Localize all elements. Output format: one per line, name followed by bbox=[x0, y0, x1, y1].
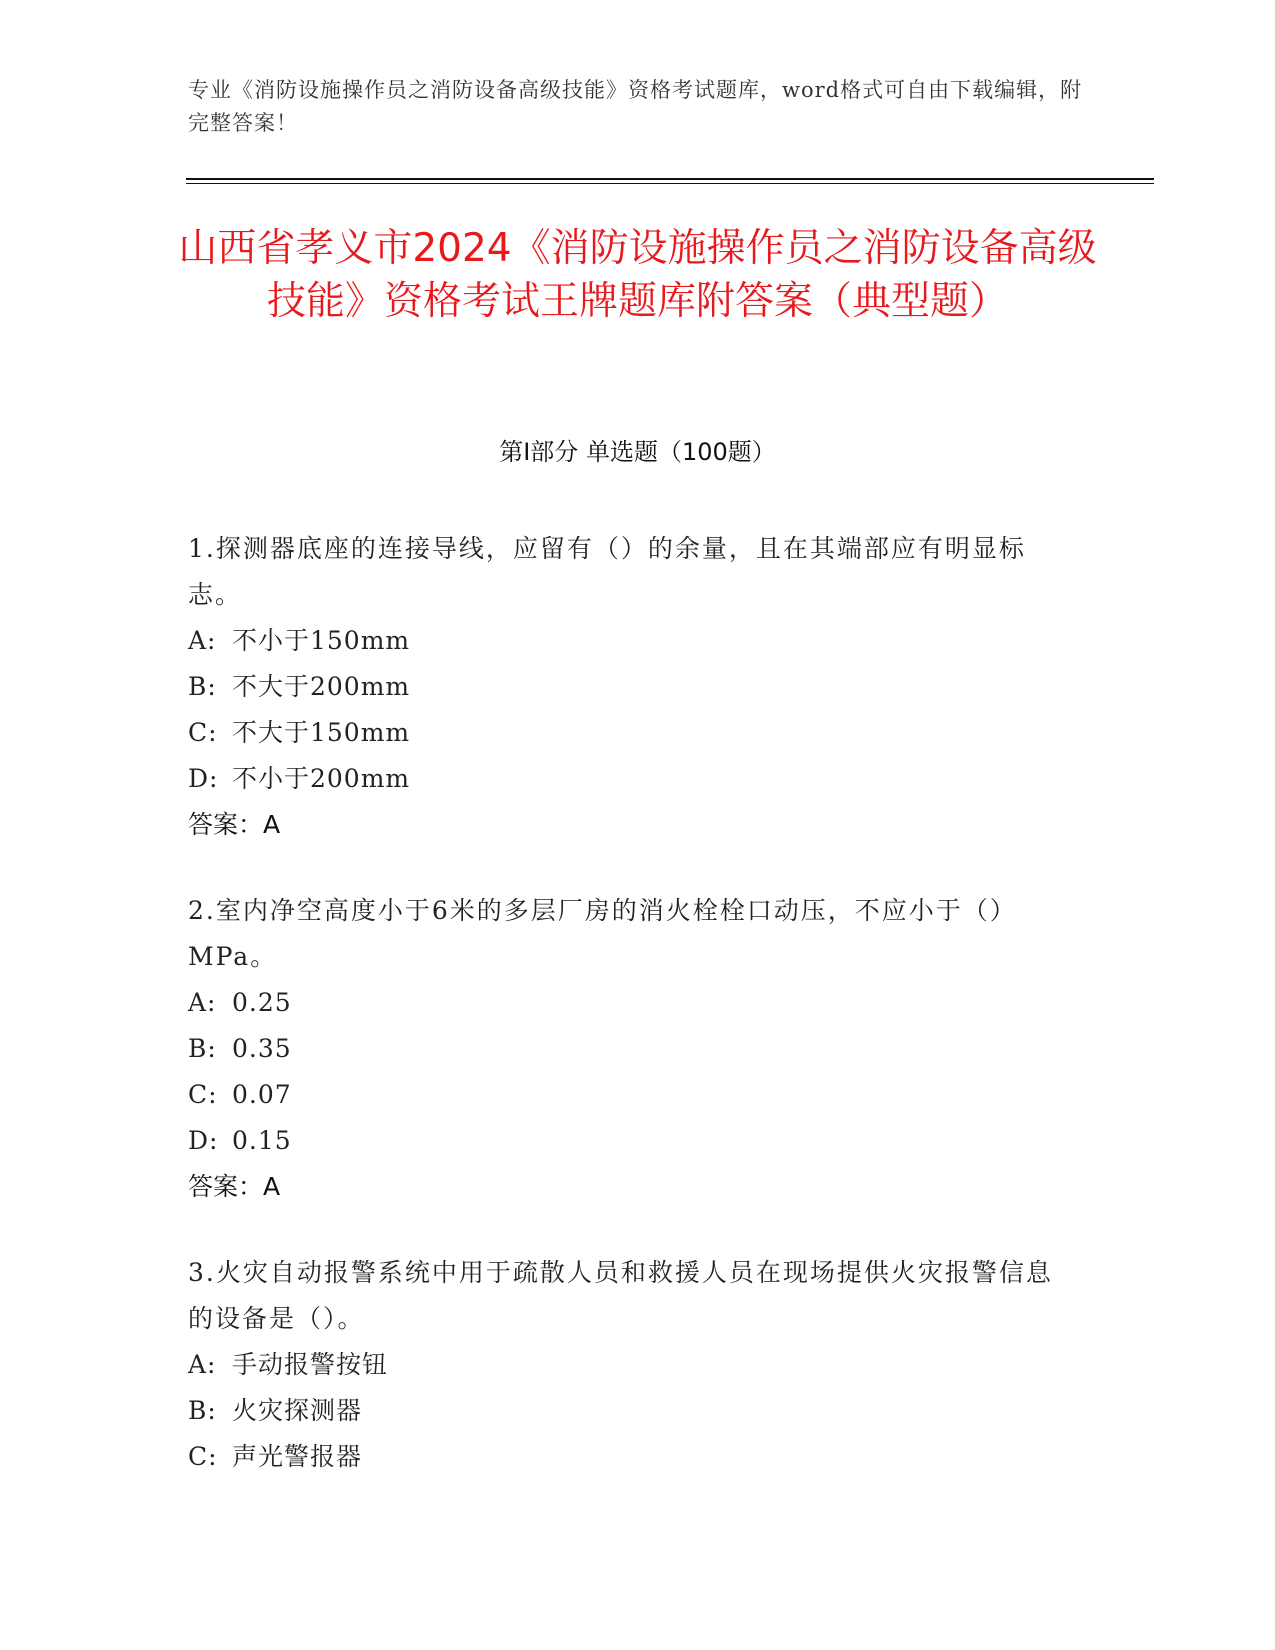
question-stem: 1.探测器底座的连接导线，应留有（）的余量，且在其端部应有明显标志。 bbox=[188, 534, 1026, 609]
document-title: 山西省孝义市2024《消防设施操作员之消防设备高级技能》资格考试王牌题库附答案（典型题） bbox=[178, 226, 1097, 324]
option-c bbox=[188, 1434, 1068, 1480]
option-key: C: bbox=[188, 1080, 218, 1109]
option-text: 0.15 bbox=[232, 1126, 292, 1155]
option-key: A: bbox=[188, 626, 217, 655]
answer-line: 答案：A bbox=[188, 1172, 281, 1201]
option-text: 0.07 bbox=[232, 1080, 292, 1109]
option-b bbox=[188, 1388, 1068, 1434]
header-rule-thick bbox=[186, 178, 1154, 180]
option-c bbox=[188, 1072, 1068, 1118]
header-note: 专业《消防设施操作员之消防设备高级技能》资格考试题库，word格式可自由下载编辑，附完整答案！ bbox=[188, 78, 1083, 135]
option-key: B: bbox=[188, 1034, 217, 1063]
option-text: 手动报警按钮 bbox=[232, 1350, 389, 1379]
option-text: 声光警报器 bbox=[232, 1442, 363, 1471]
option-text: 不小于200mm bbox=[232, 764, 411, 793]
option-key: D: bbox=[188, 764, 219, 793]
option-d bbox=[188, 1118, 1068, 1164]
option-text: 火灾探测器 bbox=[232, 1396, 363, 1425]
option-key: C: bbox=[188, 1442, 218, 1471]
question-3 bbox=[188, 1250, 1068, 1480]
option-text: 0.35 bbox=[232, 1034, 292, 1063]
header-rule-thin bbox=[186, 183, 1154, 184]
question-1 bbox=[188, 526, 1068, 848]
option-c bbox=[188, 710, 1068, 756]
option-b bbox=[188, 1026, 1068, 1072]
option-text: 0.25 bbox=[232, 988, 292, 1017]
option-key: B: bbox=[188, 672, 217, 701]
option-d bbox=[188, 756, 1068, 802]
option-text: 不大于200mm bbox=[232, 672, 411, 701]
option-a bbox=[188, 618, 1068, 664]
option-text: 不小于150mm bbox=[232, 626, 411, 655]
question-stem: 2.室内净空高度小于6米的多层厂房的消火栓栓口动压，不应小于（）MPa。 bbox=[188, 896, 1017, 971]
section-title: 第Ⅰ部分 单选题（100题） bbox=[499, 438, 776, 466]
option-b bbox=[188, 664, 1068, 710]
option-a bbox=[188, 980, 1068, 1026]
option-text: 不大于150mm bbox=[232, 718, 411, 747]
answer-line: 答案：A bbox=[188, 810, 281, 839]
question-2 bbox=[188, 888, 1068, 1210]
option-a bbox=[188, 1342, 1068, 1388]
option-key: A: bbox=[188, 1350, 217, 1379]
option-key: D: bbox=[188, 1126, 219, 1155]
option-key: A: bbox=[188, 988, 217, 1017]
option-key: B: bbox=[188, 1396, 217, 1425]
question-stem: 3.火灾自动报警系统中用于疏散人员和救援人员在现场提供火灾报警信息的设备是（）。 bbox=[188, 1258, 1053, 1333]
option-key: C: bbox=[188, 718, 218, 747]
